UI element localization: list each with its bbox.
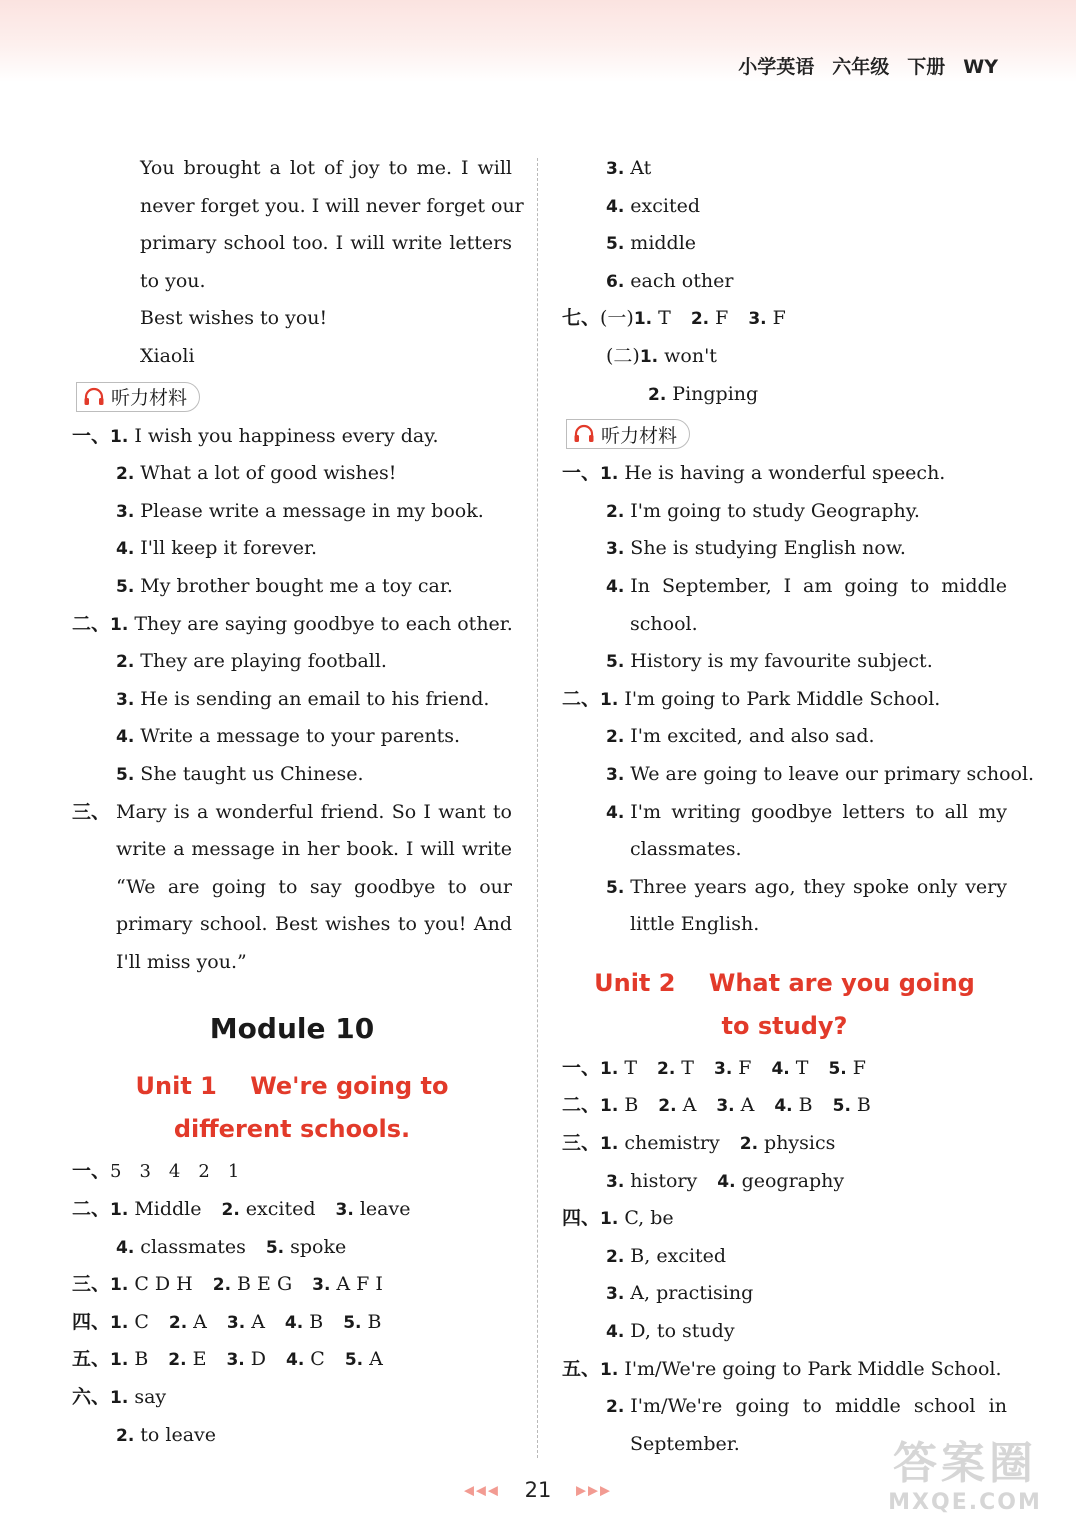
item-number: 3. xyxy=(748,309,767,330)
answer-text: B xyxy=(134,1348,149,1371)
answer-text: excited xyxy=(630,194,701,217)
page-number: 21 xyxy=(524,1478,552,1502)
item-number: 6. xyxy=(606,271,625,292)
answer-text: chemistry xyxy=(624,1132,720,1155)
item-text: I'm going to Park Middle School. xyxy=(624,687,941,710)
item-text: History is my favourite subject. xyxy=(630,650,933,673)
item-number: 3. xyxy=(116,501,135,522)
section-mark: 七、 xyxy=(562,307,601,330)
item-number: 4. xyxy=(606,1322,625,1343)
answer-text: D, to study xyxy=(630,1320,735,1343)
item-text: He is sending an email to his friend. xyxy=(140,687,490,710)
item-number: 2. xyxy=(657,1058,676,1079)
unit-1-title-cont: different schools. xyxy=(173,1115,411,1144)
section-mark: 一、 xyxy=(72,1160,111,1183)
item-text: I'm writing goodbye letters to all my xyxy=(630,800,1007,823)
item-text: They are playing football. xyxy=(140,650,387,673)
listening-material-label xyxy=(76,382,200,412)
item-text-cont: school. xyxy=(630,612,698,635)
item-number: 1. xyxy=(600,1359,619,1380)
answer-text: middle xyxy=(630,232,697,255)
paragraph-line: write a message in her book. I will write xyxy=(116,838,512,861)
item-number: 4. xyxy=(771,1058,790,1079)
item-number: 3. xyxy=(606,539,625,560)
answer-text: leave xyxy=(359,1198,411,1221)
section-mark: 三、 xyxy=(72,1273,111,1296)
item-text: I'll keep it forever. xyxy=(140,537,317,560)
paragraph-line: primary school. Best wishes to you! And xyxy=(116,913,512,936)
listening-r2 xyxy=(562,681,1035,944)
item-text: She taught us Chinese. xyxy=(140,762,364,785)
item-number: 1. xyxy=(600,1134,619,1155)
listening-q3 xyxy=(72,794,512,982)
item-number: 1. xyxy=(600,464,619,485)
header-edition: WY xyxy=(963,56,998,78)
item-text: In September, I am going to middle xyxy=(630,574,1007,597)
answer-text: C xyxy=(134,1310,149,1333)
answer-text: to leave xyxy=(140,1423,217,1446)
item-text: She is studying English now. xyxy=(630,537,906,560)
item-number: 5. xyxy=(116,576,135,597)
answer-text: B, excited xyxy=(630,1244,727,1267)
section-mark: 四、 xyxy=(72,1310,111,1333)
answer-text: E xyxy=(192,1348,207,1371)
item-text-cont: little English. xyxy=(630,913,760,936)
item-number: 5. xyxy=(832,1096,851,1117)
answer-text: C D H xyxy=(134,1273,193,1296)
item-number: 2. xyxy=(168,1312,188,1333)
answer-text: history xyxy=(630,1169,698,1192)
column-divider xyxy=(537,158,538,1458)
item-number: 2. xyxy=(212,1275,232,1296)
item-number: 2. xyxy=(606,501,625,522)
listening-r1 xyxy=(562,455,1007,681)
section-mark: 五、 xyxy=(72,1348,111,1371)
unit-2-title-cont: to study? xyxy=(721,1011,848,1040)
letter-line: You brought a lot of joy to me. I will xyxy=(140,157,512,179)
module-title: Module 10 xyxy=(209,1012,375,1046)
item-number: 3. xyxy=(226,1350,245,1371)
answer-text: won't xyxy=(664,344,717,367)
answer-text: geography xyxy=(741,1169,845,1192)
item-text: I'm going to study Geography. xyxy=(630,499,920,522)
section-mark: 三、 xyxy=(562,1132,601,1155)
item-number: 2. xyxy=(606,1246,625,1267)
item-number: 1. xyxy=(600,689,619,710)
item-text: What a lot of good wishes! xyxy=(140,462,397,485)
unit1-answers xyxy=(72,1153,512,1454)
paragraph-line: Mary is a wonderful friend. So I want to xyxy=(116,800,512,823)
answer-text: C, be xyxy=(624,1207,674,1230)
item-number: 5. xyxy=(606,652,625,673)
item-number: 5. xyxy=(343,1312,362,1333)
answer-text: A xyxy=(193,1310,207,1333)
answer-text-cont: September. xyxy=(630,1432,740,1455)
section-mark: 六、 xyxy=(72,1386,111,1409)
item-number: 4. xyxy=(116,1237,135,1258)
section-mark: 二、 xyxy=(72,612,111,635)
unit-1-title: Unit 1 We're going to xyxy=(135,1072,449,1101)
answer-text: B xyxy=(367,1310,382,1333)
listening-q2 xyxy=(72,606,512,794)
paragraph-line: I'll miss you.” xyxy=(116,950,247,973)
continued-answers xyxy=(562,150,1007,300)
item-number: 3. xyxy=(606,1171,625,1192)
answer-text: spoke xyxy=(290,1235,347,1258)
item-number: 1. xyxy=(110,1350,129,1371)
answer-text: Pingping xyxy=(672,382,759,405)
answer-text: B xyxy=(798,1094,813,1117)
left-column xyxy=(72,150,524,1454)
item-number: 3. xyxy=(312,1275,331,1296)
answer-text: classmates xyxy=(140,1235,246,1258)
item-number: 2. xyxy=(606,1397,625,1418)
answer-text: F xyxy=(852,1056,866,1079)
item-number: 1. xyxy=(600,1058,619,1079)
letter-line: primary school too. I will write letters xyxy=(140,232,512,255)
section-mark: 二、 xyxy=(562,687,601,710)
answer-text: B xyxy=(309,1310,324,1333)
part-mark: (二) xyxy=(606,344,640,367)
item-number: 5. xyxy=(606,234,625,255)
answer-text: I'm/We're going to Park Middle School. xyxy=(624,1357,1002,1380)
item-number: 1. xyxy=(110,1312,129,1333)
letter-block xyxy=(72,150,524,376)
item-number: 1. xyxy=(600,1209,619,1230)
item-number: 4. xyxy=(606,802,625,823)
item-number: 4. xyxy=(774,1096,793,1117)
item-number: 5. xyxy=(828,1058,847,1079)
answer-text: F xyxy=(715,307,729,330)
item-number: 5. xyxy=(265,1237,285,1258)
item-number: 4. xyxy=(606,576,625,597)
item-text: I wish you happiness every day. xyxy=(134,424,439,447)
item-number: 5. xyxy=(606,877,625,898)
section-mark: 一、 xyxy=(562,1056,601,1079)
letter-line: never forget you. I will never forget our xyxy=(140,194,524,217)
prev-arrows-icon: ◀◀◀ xyxy=(463,1483,500,1499)
part-mark: (一) xyxy=(600,307,634,330)
answer-text: A, practising xyxy=(630,1282,754,1305)
answer-text: I'm/We're going to middle school in xyxy=(630,1395,1007,1418)
item-number: 5. xyxy=(116,764,135,785)
item-text: Three years ago, they spoke only very xyxy=(630,875,1007,898)
item-number: 1. xyxy=(639,346,659,367)
header-subject: 小学英语 xyxy=(738,56,815,78)
item-number: 2. xyxy=(116,1425,135,1446)
answer-text: T xyxy=(658,307,671,330)
answer-q7 xyxy=(562,300,1007,413)
item-number: 2. xyxy=(658,1096,677,1117)
item-number: 3. xyxy=(713,1058,733,1079)
right-column xyxy=(562,150,1035,1463)
answer-text: say xyxy=(134,1386,167,1409)
answer-text: physics xyxy=(764,1132,836,1155)
answer-text: A F I xyxy=(336,1273,383,1296)
item-number: 1. xyxy=(633,309,653,330)
section-mark: 一、 xyxy=(562,462,601,485)
item-number: 2. xyxy=(648,384,667,405)
item-number: 3. xyxy=(226,1312,246,1333)
answer-text: B xyxy=(856,1094,871,1117)
listening-label-text: 听力材料 xyxy=(601,424,678,447)
answer-text: D xyxy=(250,1348,266,1371)
item-number: 3. xyxy=(606,764,625,785)
item-number: 2. xyxy=(606,727,625,748)
item-number: 3. xyxy=(606,1284,625,1305)
answer-text: T xyxy=(795,1056,809,1079)
section-mark: 二、 xyxy=(72,1198,111,1221)
item-text: We are going to leave our primary school. xyxy=(630,762,1035,785)
item-number: 4. xyxy=(717,1171,736,1192)
unit2-answers xyxy=(562,1050,1007,1464)
answer-text: excited xyxy=(245,1198,316,1221)
answer-text: F xyxy=(772,307,786,330)
item-number: 1. xyxy=(110,1388,129,1409)
listening-q1 xyxy=(72,418,512,606)
item-text: I'm excited, and also sad. xyxy=(630,725,875,748)
section-mark: 一、 xyxy=(72,424,111,447)
paragraph-line: “We are going to say goodbye to our xyxy=(116,875,512,898)
answer-text: T xyxy=(681,1056,694,1079)
item-number: 2. xyxy=(116,464,135,485)
item-text: They are saying goodbye to each other. xyxy=(134,612,513,635)
unit-2-title: Unit 2 What are you going xyxy=(594,968,975,997)
watermark xyxy=(870,1438,1060,1528)
headphones-icon xyxy=(573,424,595,444)
section-mark: 五、 xyxy=(562,1357,601,1380)
letter-line: Xiaoli xyxy=(140,344,195,367)
item-number: 1. xyxy=(600,1096,619,1117)
item-number: 2. xyxy=(116,652,135,673)
item-text: Please write a message in my book. xyxy=(140,499,484,522)
answer-text: F xyxy=(738,1056,752,1079)
answer-text: A xyxy=(740,1094,755,1117)
item-number: 4. xyxy=(285,1350,305,1371)
item-text: He is having a wonderful speech. xyxy=(624,462,946,485)
answer-text: B xyxy=(624,1094,639,1117)
item-number: 4. xyxy=(116,539,135,560)
answer-text: A xyxy=(682,1094,697,1117)
item-number: 2. xyxy=(690,309,710,330)
answer-text: each other xyxy=(630,269,734,292)
watermark-logo: 答案圈 xyxy=(893,1438,1037,1489)
header-grade: 六年级 xyxy=(832,56,890,78)
item-number: 2. xyxy=(168,1350,187,1371)
answer-text: At xyxy=(630,157,652,179)
item-number: 1. xyxy=(110,426,129,447)
item-text: Write a message to your parents. xyxy=(140,725,461,748)
answer-text: A xyxy=(251,1310,265,1333)
item-number: 2. xyxy=(221,1200,240,1221)
item-number: 4. xyxy=(284,1312,304,1333)
listening-material-label xyxy=(566,419,690,449)
item-number: 2. xyxy=(739,1134,759,1155)
answer-text: C xyxy=(310,1348,325,1371)
item-number: 3. xyxy=(716,1096,735,1117)
answer-text: A xyxy=(369,1348,383,1371)
book-header xyxy=(720,52,998,79)
item-text-cont: classmates. xyxy=(630,838,742,861)
item-number: 4. xyxy=(116,727,135,748)
item-number: 3. xyxy=(606,159,625,179)
item-text: My brother bought me a toy car. xyxy=(140,574,453,597)
watermark-url: MXQE.COM xyxy=(888,1490,1042,1515)
item-number: 3. xyxy=(335,1200,354,1221)
answer-text: B E G xyxy=(237,1273,293,1296)
section-mark: 四、 xyxy=(562,1207,601,1230)
item-number: 1. xyxy=(110,1200,129,1221)
header-volume: 下册 xyxy=(907,56,946,78)
item-number: 5. xyxy=(344,1350,364,1371)
item-number: 3. xyxy=(116,689,135,710)
listening-label-text: 听力材料 xyxy=(111,387,188,410)
section-mark: 三、 xyxy=(72,800,111,823)
answer-text: Middle xyxy=(134,1198,202,1221)
headphones-icon xyxy=(83,387,105,407)
letter-line: to you. xyxy=(140,269,206,292)
item-number: 4. xyxy=(606,196,625,217)
item-number: 1. xyxy=(110,614,129,635)
answer-text: T xyxy=(624,1056,637,1079)
answer-text: 5 3 4 2 1 xyxy=(110,1161,240,1183)
section-mark: 二、 xyxy=(562,1094,601,1117)
letter-line: Best wishes to you! xyxy=(140,307,328,330)
item-number: 1. xyxy=(110,1275,129,1296)
next-arrows-icon: ▶▶▶ xyxy=(576,1483,613,1499)
